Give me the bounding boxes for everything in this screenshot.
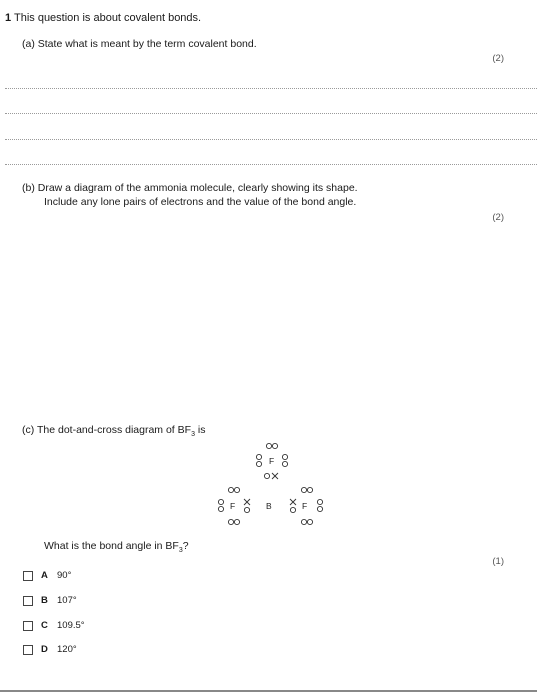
part-c-question [44, 540, 189, 554]
part-c-question-text: What is the bond angle in BF [44, 540, 179, 552]
question-header [5, 12, 201, 24]
electron-dot [282, 454, 287, 459]
part-c-question-end: ? [182, 540, 189, 552]
part-c-text: The dot-and-cross diagram of BF [36, 424, 192, 436]
option-b-checkbox[interactable] [23, 596, 33, 606]
page-bottom-rule [0, 690, 537, 692]
part-b-line1 [22, 182, 358, 194]
answer-line[interactable] [5, 164, 537, 165]
option-c-value: 109.5° [57, 620, 85, 631]
part-c-question-subscript: 3 [178, 547, 183, 555]
part-c-subscript: 3 [191, 431, 195, 439]
electron-dot [307, 487, 312, 492]
option-d-letter: D [41, 644, 48, 655]
part-b-label: (b) [22, 182, 35, 194]
option-a-checkbox[interactable] [23, 571, 33, 581]
part-a-marks: (2) [492, 53, 504, 64]
part-a-prompt [22, 38, 257, 50]
electron-dot [317, 499, 322, 504]
option-a-letter: A [41, 570, 48, 581]
electron-dot [266, 443, 271, 448]
answer-line[interactable] [5, 113, 537, 114]
electron-dot [307, 519, 312, 524]
option-d[interactable] [23, 644, 77, 655]
electron-dot [244, 507, 249, 512]
part-b-marks: (2) [492, 212, 504, 223]
electron-dot [234, 519, 239, 524]
question-number: 1 [5, 12, 12, 24]
electron-dot [301, 487, 306, 492]
electron-dot [256, 454, 261, 459]
electron-dot [228, 519, 233, 524]
electron-dot [272, 443, 277, 448]
electron-dot [264, 473, 269, 478]
part-b-text-1: Draw a diagram of the ammonia molecule, clearly showing its shape. [37, 182, 358, 194]
atom-label-right: F [302, 501, 308, 511]
option-a[interactable] [23, 570, 71, 581]
drawing-area[interactable] [5, 228, 532, 408]
atom-label-top: F [269, 456, 275, 466]
electron-dot [282, 461, 287, 466]
electron-dot [256, 461, 261, 466]
option-c[interactable] [23, 620, 85, 631]
answer-line[interactable] [5, 139, 537, 140]
part-c-prompt [22, 424, 205, 438]
electron-dot [228, 487, 233, 492]
atom-label-center: B [266, 501, 272, 511]
question-intro: This question is about covalent bonds. [13, 12, 202, 24]
option-b[interactable] [23, 595, 77, 606]
option-b-value: 107° [57, 595, 77, 606]
option-c-checkbox[interactable] [23, 621, 33, 631]
electron-dot [301, 519, 306, 524]
part-a-text: State what is meant by the term covalent bond. [37, 38, 257, 50]
answer-line[interactable] [5, 88, 537, 89]
option-b-letter: B [41, 595, 48, 606]
option-c-letter: C [41, 620, 48, 631]
dot-and-cross-diagram [210, 440, 340, 532]
part-a-label: (a) [22, 38, 35, 50]
part-c-text-end: is [194, 424, 206, 436]
electron-dot [317, 506, 322, 511]
atom-label-left: F [230, 501, 236, 511]
part-c-label: (c) [22, 424, 35, 436]
option-d-checkbox[interactable] [23, 645, 33, 655]
electron-dot [290, 507, 295, 512]
option-d-value: 120° [57, 644, 77, 655]
option-a-value: 90° [57, 570, 72, 581]
electron-dot [234, 487, 239, 492]
electron-dot [218, 499, 223, 504]
part-b-text-2: Include any lone pairs of electrons and the value of the bond angle. [44, 196, 357, 208]
part-c-marks: (1) [492, 556, 504, 567]
electron-dot [218, 506, 223, 511]
